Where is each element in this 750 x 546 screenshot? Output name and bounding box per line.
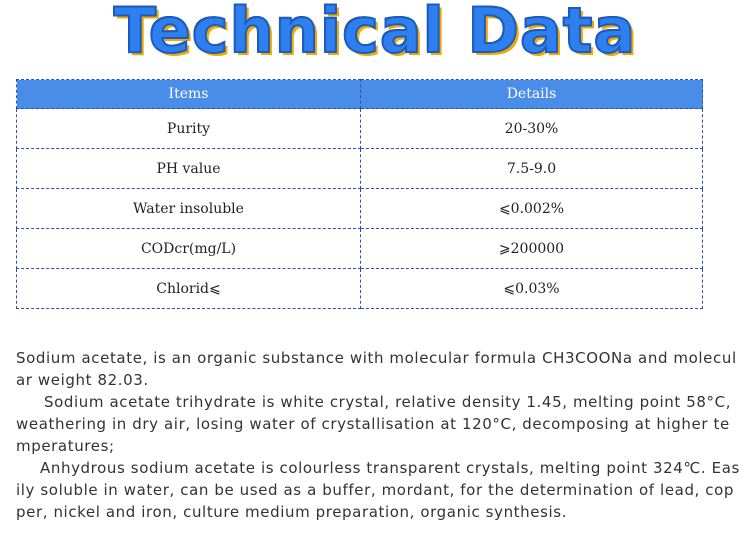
detail-cell: 7.5-9.0	[361, 149, 703, 189]
technical-data-table	[16, 79, 703, 309]
detail-cell: ⩽0.002%	[361, 189, 703, 229]
item-cell: Purity	[17, 109, 361, 149]
table-header-row	[17, 80, 703, 109]
detail-cell: ⩾200000	[361, 229, 703, 269]
description-paragraph: Sodium acetate trihydrate is white crystal, relative density 1.45, melting point 58°C, weathering in dry air, losing water of crystallisation at 120°C, decomposing at higher temperatures;	[16, 393, 732, 455]
detail-cell: ⩽0.03%	[361, 269, 703, 309]
description-paragraph: Anhydrous sodium acetate is colourless transparent crystals, melting point 324℃. Easily soluble in water, can be used as a buffer, mordant, for the determination of lead, copper, nickel and iron, culture medium preparation, organic synthesis.	[16, 459, 740, 521]
item-cell: CODcr(mg/L)	[17, 229, 361, 269]
page-title: Technical Data	[113, 0, 637, 67]
description-block	[16, 347, 740, 523]
column-header-items: Items	[17, 80, 361, 109]
item-cell: Water insoluble	[17, 189, 361, 229]
item-cell: PH value	[17, 149, 361, 189]
table-row	[17, 109, 703, 149]
table-row	[17, 269, 703, 309]
table-row	[17, 149, 703, 189]
column-header-details: Details	[361, 80, 703, 109]
detail-cell: 20-30%	[361, 109, 703, 149]
description-paragraph: Sodium acetate, is an organic substance with molecular formula CH3COONa and molecular weight 82.03.	[16, 349, 737, 389]
table-row	[17, 189, 703, 229]
table-row	[17, 229, 703, 269]
item-cell: Chlorid⩽	[17, 269, 361, 309]
